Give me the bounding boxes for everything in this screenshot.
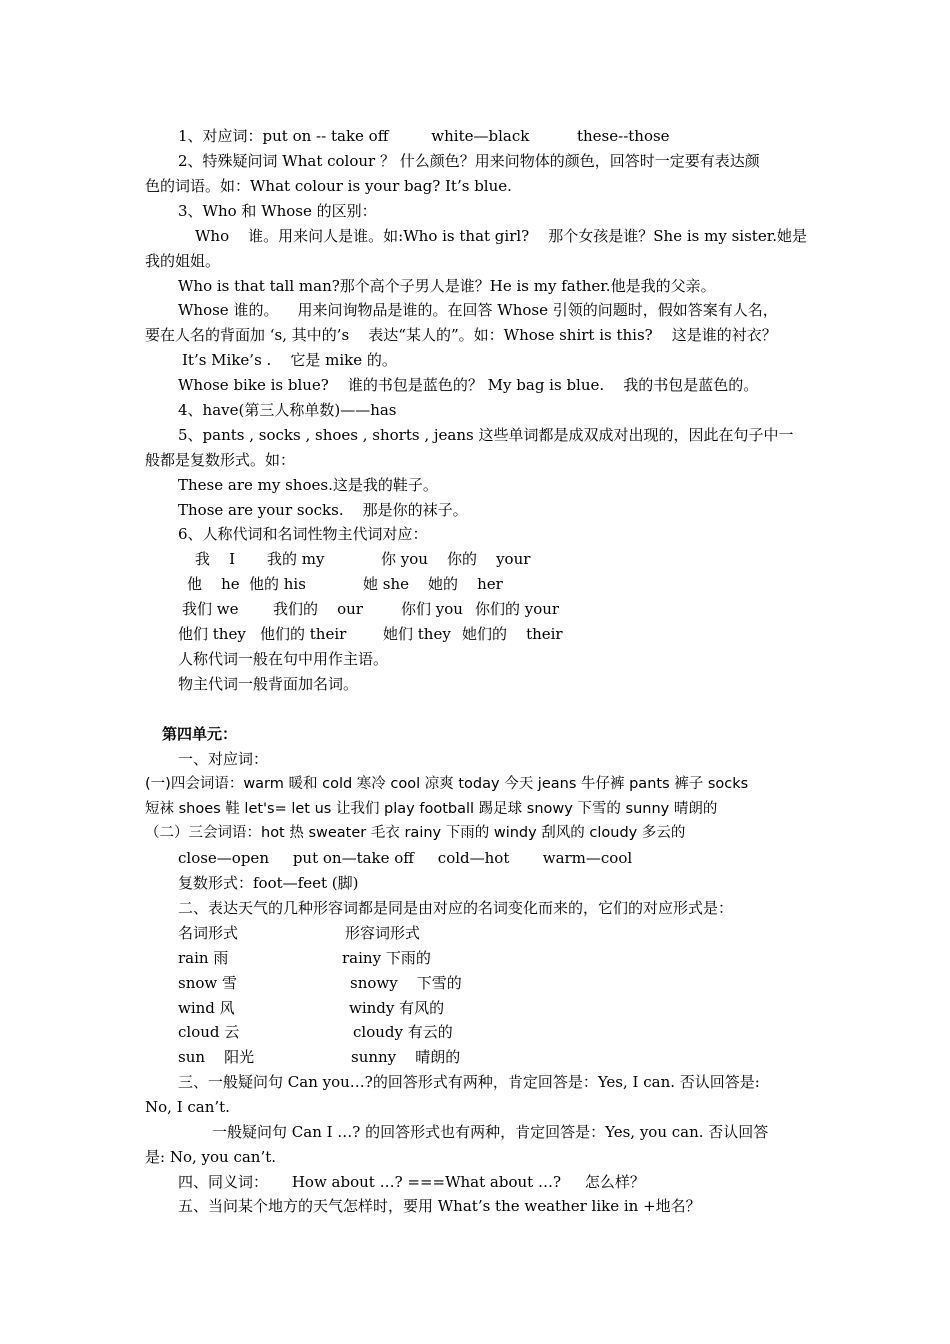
who-line-1: Who 谁。用来问人是谁。如:Who is that girl? 那个女孩是谁？She is my sister.她是 [195, 227, 807, 245]
who-example: Who is that tall man?那个高个子男人是谁？He is my father.他是我的父亲。 [178, 277, 716, 295]
antonym-pairs: close—open put on—take off cold—hot warm—cool [178, 849, 633, 867]
section-3-line-2: No, I can’t. [145, 1098, 230, 1116]
item-5-example-2: Those are your socks. 那是你的袜子。 [178, 501, 468, 519]
adjective-cell: windy 有风的 [349, 999, 445, 1017]
adjective-cell: cloudy 有云的 [353, 1023, 453, 1041]
section-4-synonyms: 四、同义词： How about …? ===What about …? 怎么样？ [178, 1173, 645, 1191]
section-3-line-4: 是: No, you can’t. [145, 1148, 277, 1166]
three-skill-words: （二）三会词语：hot 热 sweater 毛衣 rainy 下雨的 windy 刮风的 cloudy 多云的 [145, 825, 686, 841]
adjective-cell: snowy 下雪的 [350, 974, 462, 992]
adjective-form-header: 形容词形式 [345, 924, 421, 942]
four-skill-words-line-1: (一)四会词语：warm 暖和 cold 寒冷 cool 凉爽 today 今天 jeans 牛仔裤 pants 裤子 socks [145, 776, 749, 792]
adjective-cell: sunny 晴朗的 [351, 1048, 461, 1066]
pronoun-cell: 我 I [195, 550, 235, 568]
pronoun-cell: 你的 your [447, 550, 531, 568]
pronoun-cell: 你们 you [401, 600, 463, 618]
section-3-line-3: 一般疑问句 Can I …? 的回答形式也有两种，肯定回答是：Yes, you can. 否认回答 [212, 1123, 769, 1141]
item-5-example-1: These are my shoes.这是我的鞋子。 [178, 476, 438, 494]
noun-form-header: 名词形式 [178, 924, 239, 942]
noun-cell: wind 风 [178, 999, 235, 1017]
unit-4-heading: 第四单元： [162, 725, 238, 743]
pronoun-cell: 她们的 their [462, 625, 563, 643]
four-skill-words-line-2: 短袜 shoes 鞋 let's= let us 让我们 play football 踢足球 snowy 下雪的 sunny 晴朗的 [145, 801, 718, 817]
noun-cell: snow 雪 [178, 974, 237, 992]
pronoun-cell: 她的 her [428, 575, 503, 593]
item-6-title: 6、人称代词和名词性物主代词对应： [178, 525, 428, 543]
pronoun-cell: 他的 his [249, 575, 306, 593]
whose-line-3: It’s Mike’s . 它是 mike 的。 [182, 351, 397, 369]
item-2-line-2: 色的词语。如：What colour is your bag? It’s blue. [145, 177, 512, 195]
whose-example: Whose bike is blue? 谁的书包是蓝色的？ My bag is blue. 我的书包是蓝色的。 [178, 376, 759, 394]
section-2-title: 二、表达天气的几种形容词都是同是由对应的名词变化而来的，它们的对应形式是： [178, 899, 734, 917]
noun-cell: sun 阳光 [178, 1048, 255, 1066]
whose-line-2: 要在人名的背面加 ‘s, 其中的’s 表达“某人的”。如：Whose shirt is this? 这是谁的衬衣？ [145, 326, 777, 344]
pronoun-note-1: 人称代词一般在句中用作主语。 [178, 650, 389, 668]
item-5-line-2: 般都是复数形式。如： [145, 451, 296, 469]
item-2-line-1: 2、特殊疑问词 What colour ？ 什么颜色？用来问物体的颜色，回答时一定要有表达颜 [178, 152, 760, 170]
pronoun-note-2: 物主代词一般背面加名词。 [178, 675, 359, 693]
plural-form: 复数形式：foot—feet (脚) [178, 874, 359, 892]
item-4: 4、have(第三人称单数)——has [178, 401, 397, 419]
whose-line-1: Whose 谁的。 用来问询物品是谁的。在回答 Whose 引领的问题时，假如答案有人名， [178, 301, 778, 319]
section-1-title: 一、对应词： [178, 750, 269, 768]
pronoun-cell: 他 he [187, 575, 240, 593]
pronoun-cell: 他们的 their [260, 625, 347, 643]
adjective-cell: rainy 下雨的 [342, 949, 431, 967]
pronoun-cell: 我的 my [267, 550, 325, 568]
pronoun-cell: 你 you [381, 550, 428, 568]
pronoun-cell: 你们的 your [475, 600, 560, 618]
who-line-2: 我的姐姐。 [145, 252, 221, 270]
pronoun-cell: 我们的 our [273, 600, 363, 618]
pronoun-cell: 他们 they [178, 625, 246, 643]
item-5-line-1: 5、pants , socks , shoes , shorts , jeans 这些单词都是成双成对出现的，因此在句子中一 [178, 426, 794, 444]
pronoun-cell: 她 she [363, 575, 410, 593]
section-3-line-1: 三、一般疑问句 Can you…?的回答形式有两种，肯定回答是：Yes, I can. 否认回答是: [178, 1073, 760, 1091]
noun-cell: rain 雨 [178, 949, 229, 967]
pronoun-cell: 我们 we [182, 600, 239, 618]
pronoun-cell: 她们 they [383, 625, 451, 643]
section-5-weather-question: 五、当问某个地方的天气怎样时，要用 What’s the weather like in +地名？ [178, 1197, 701, 1215]
noun-cell: cloud 云 [178, 1023, 240, 1041]
item-3-title: 3、Who 和 Whose 的区别： [178, 202, 377, 220]
item-1-antonyms: 1、对应词：put on -- take off white—black these--those [178, 127, 670, 145]
